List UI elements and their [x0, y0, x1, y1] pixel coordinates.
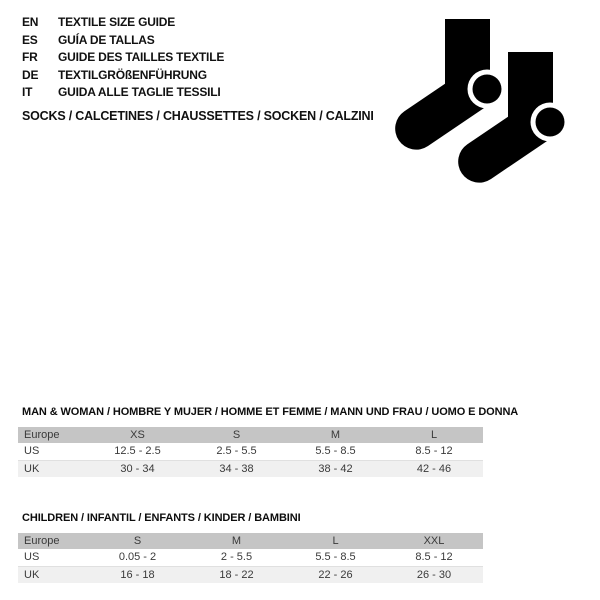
size-value: 8.5 - 12: [415, 551, 453, 564]
language-label: GUÍA DE TALLAS: [58, 32, 155, 47]
size-value: 12.5 - 2.5: [114, 445, 161, 458]
row-label: UK: [24, 462, 40, 475]
category-title: SOCKS / CALCETINES / CHAUSSETTES / SOCKEN / CALZINI: [22, 109, 374, 123]
size-value: 2 - 5.5: [220, 551, 253, 564]
language-list: [22, 14, 224, 102]
size-table-adult: [18, 427, 483, 477]
row-label: UK: [24, 568, 40, 581]
children-size-section: [18, 512, 483, 583]
language-label: TEXTILE SIZE GUIDE: [58, 15, 176, 29]
size-value: 2.5 - 5.5: [216, 445, 257, 458]
language-label: TEXTILGRÖßENFÜHRUNG: [58, 67, 207, 82]
table-row: [18, 460, 483, 477]
size-value: 22 - 26: [318, 568, 353, 581]
size-value: 30 - 34: [120, 462, 155, 475]
table-row: [18, 443, 483, 460]
language-label: GUIDE DES TAILLES TEXTILE: [58, 50, 225, 64]
language-row-es: [22, 32, 224, 50]
language-row-fr: [22, 49, 224, 67]
size-value: 42 - 46: [416, 462, 452, 475]
size-value: 34 - 38: [219, 462, 254, 475]
children-table-title: CHILDREN / INFANTIL / ENFANTS / KINDER / BAMBINI: [22, 512, 301, 524]
column-header-size: XS: [130, 429, 145, 441]
language-row-it: [22, 84, 224, 102]
size-value: 38 - 42: [318, 462, 353, 475]
language-code: IT: [22, 85, 33, 99]
column-header-region: Europe: [24, 535, 60, 547]
size-value: 8.5 - 12: [415, 445, 453, 458]
size-value: 5.5 - 8.5: [315, 445, 356, 458]
language-code: ES: [22, 32, 38, 47]
column-header-size: L: [332, 535, 339, 547]
column-header-size: L: [430, 429, 438, 441]
row-label: US: [24, 445, 40, 458]
column-header-size: XXL: [423, 535, 445, 547]
table-row: [18, 549, 483, 566]
language-code: DE: [22, 67, 39, 82]
size-value: 26 - 30: [416, 568, 452, 581]
size-table-children: [18, 533, 483, 583]
language-row-de: [22, 67, 224, 85]
table-header-row: [18, 533, 483, 549]
socks-icon: [390, 15, 580, 200]
column-header-size: S: [232, 429, 241, 441]
adult-table-title: MAN & WOMAN / HOMBRE Y MUJER / HOMME ET FEMME / MANN UND FRAU / UOMO E DONNA: [22, 406, 519, 418]
language-label: GUIDA ALLE TAGLIE TESSILI: [58, 85, 221, 99]
size-value: 18 - 22: [219, 568, 254, 581]
column-header-size: M: [330, 429, 341, 441]
adult-size-section: [18, 406, 519, 477]
size-value: 16 - 18: [120, 568, 155, 581]
column-header-size: S: [133, 535, 142, 547]
row-label: US: [24, 551, 40, 564]
column-header-size: M: [231, 535, 242, 547]
table-row: [18, 566, 483, 583]
table-header-row: [18, 427, 483, 443]
size-value: 0.05 - 2: [118, 551, 157, 564]
column-header-region: Europe: [24, 429, 60, 441]
size-value: 5.5 - 8.5: [315, 551, 356, 564]
language-code: EN: [22, 15, 39, 29]
language-row-en: [22, 14, 224, 32]
language-code: FR: [22, 50, 38, 64]
